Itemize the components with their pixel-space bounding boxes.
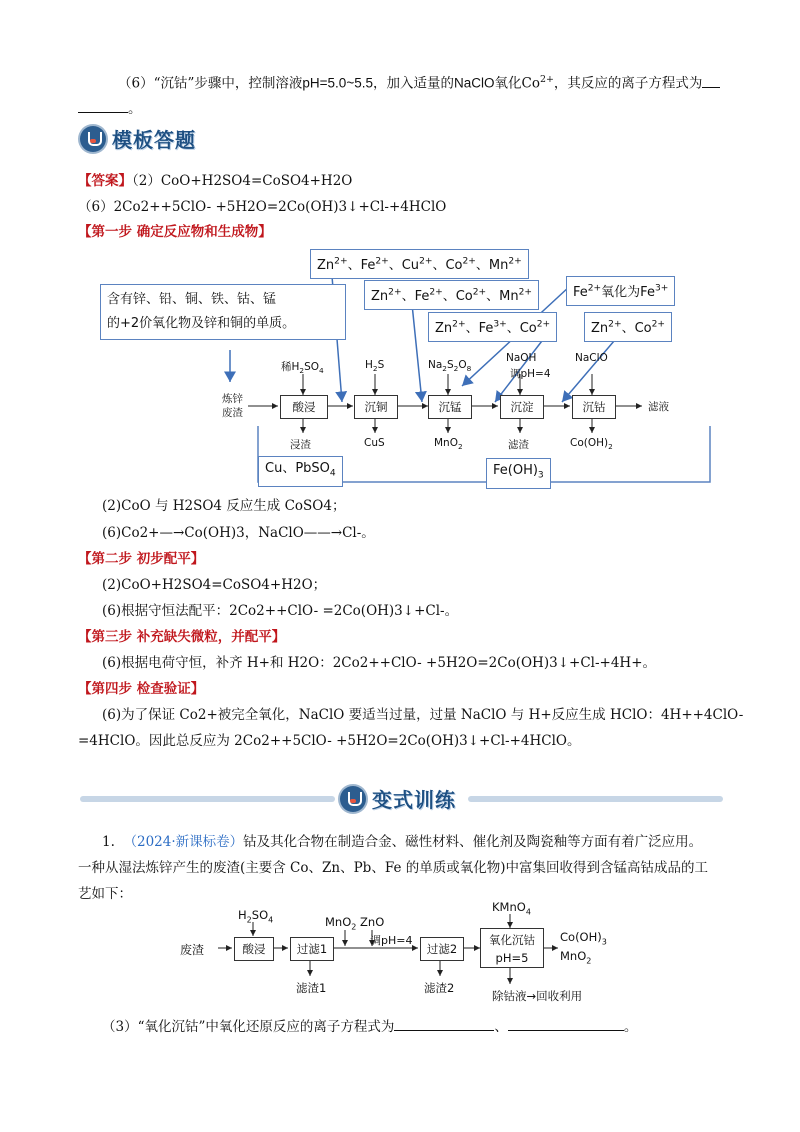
waste-composition-box: 含有锌、铅、铜、铁、钴、锰 的+2价氧化物及锌和铜的单质。 (100, 284, 346, 340)
process-flow-diagram (100, 246, 720, 491)
flow2-filter1: 过滤1 (290, 937, 334, 961)
banner-bar-right (468, 796, 723, 802)
final-filtrate: 滤液 (648, 401, 669, 413)
output-cooh2: $Co(OH)_2$ (570, 437, 613, 452)
step-mn-precip: 沉锰 (428, 395, 472, 419)
banner-bar-left (80, 796, 335, 802)
template-answer-banner (80, 124, 196, 153)
step4-line1: (6)为了保证 Co2+被完全氧化，NaClO 要适当过量，过量 NaClO 与 H+反应生成 HClO：4H++4ClO- (102, 707, 744, 723)
reagent-naclo: NaClO (575, 352, 608, 364)
flow2-feed: 废渣 (180, 943, 205, 957)
flow2-oxidation-precip: 氧化沉钴 pH=5 (480, 928, 544, 968)
output-mno2: MnO$_2$ (434, 437, 463, 452)
flask-icon (80, 126, 106, 152)
reagent-na2s2o8: $Na_2S_2O_8$ (428, 359, 472, 374)
flow2-reagent-kmno4: KMnO$_4$ (492, 900, 531, 917)
flow2-products: $Co(OH)_3$ MnO$_2$ (560, 930, 607, 966)
reagent-h2so4: 稀$H_2SO_4$ (281, 361, 324, 376)
feed-label: 炼锌 废渣 (222, 393, 243, 419)
reagent-naoh: NaOH (506, 352, 537, 364)
step2-title: 【第二步 初步配平】 (78, 551, 205, 567)
step2-line1: (2)CoO+H2SO4=CoSO4+H2O； (102, 577, 327, 593)
flask-icon (340, 786, 366, 812)
step4-title: 【第四步 检查验证】 (78, 681, 205, 697)
step-co-precip: 沉钴 (572, 395, 616, 419)
banner-title: 模板答题 (112, 128, 196, 152)
process-flow-diagram-2 (180, 900, 640, 1010)
practice-line3: 艺如下： (78, 886, 132, 902)
answer-line-2: 【答案】（2）CoO+H2SO4=CoSO4+H2O (78, 173, 353, 189)
practice-line2: 一种从湿法炼锌产生的废渣(主要含 Co、Zn、Pb、Fe 的单质或氧化物)中富集回收得到含锰高钴成品的工 (78, 860, 708, 876)
flow2-filter2: 过滤2 (420, 937, 464, 961)
step2-line2: (6)根据守恒法配平：2Co2++ClO- =2Co(OH)3↓+Cl-。 (102, 603, 459, 619)
step4-line2: =4HClO。因此总反应为 2Co2++5ClO- +5H2O=2Co(OH)3↓+Cl-+4HClO。 (78, 733, 581, 749)
ion-box-fe3: $Zn^{2+}$、$Fe^{3+}$、$Co^{2+}$ (428, 312, 557, 342)
output-cus: CuS (364, 437, 385, 449)
step3-title: 【第三步 补充缺失微粒，并配平】 (78, 629, 286, 645)
flow2-acid-leach: 酸浸 (234, 937, 274, 961)
question-6-prompt: （6）“沉钴”步骤中，控制溶液pH=5.0~5.5，加入适量的NaClO氧化$Co^{2+}$，其反应的离子方程式为 (118, 70, 720, 94)
flow2-ph-note: 调pH=4 (370, 934, 413, 947)
step-cu-precip: 沉铜 (354, 395, 398, 419)
flow2-residue2: 滤渣2 (424, 981, 455, 995)
flow2-reagent-h2so4: $H_2SO_4$ (238, 908, 274, 925)
answer-line-6: （6）2Co2++5ClO- +5H2O=2Co(OH)3↓+Cl-+4HClO (78, 199, 447, 215)
step-precipitate: 沉淀 (500, 395, 544, 419)
step-acid-leach: 酸浸 (280, 395, 328, 419)
question-6-blank: 。 (78, 98, 142, 119)
fe-oh-box: $Fe(OH)_3$ (486, 458, 551, 489)
step1-line1: (2)CoO 与 H2SO4 反应生成 CoSO4； (102, 498, 346, 514)
output-filter-residue: 滤渣 (508, 439, 529, 451)
ion-box-zn-co: $Zn^{2+}$、$Co^{2+}$ (584, 312, 672, 342)
step1-title: 【第一步 确定反应物和生成物】 (78, 224, 272, 240)
ion-box-all: $Zn^{2+}$、$Fe^{2+}$、$Cu^{2+}$、$Co^{2+}$、$Mn^{2+}$ (310, 249, 529, 279)
flow2-residue1: 滤渣1 (296, 981, 327, 995)
flow2-recycle: 除钴液→回收利用 (492, 989, 583, 1003)
output-residue: 浸渣 (290, 439, 311, 451)
fe-oxidation-box: $Fe^{2+}$氧化为$Fe^{3+}$ (566, 276, 675, 306)
practice-banner (340, 784, 456, 813)
step3-line1: (6)根据电荷守恒，补齐 H+和 H2O：2Co2++ClO- +5H2O=2Co(OH)3↓+Cl-+4H+。 (102, 655, 657, 671)
reagent-h2s: $H_2S$ (365, 359, 385, 374)
flow2-reagent-mno2-zno: MnO$_2$ ZnO (325, 915, 385, 932)
cu-pbso4-box: Cu、PbSO$_4$ (258, 456, 343, 487)
question-3: （3）“氧化沉钴”中氧化还原反应的离子方程式为 、 。 (102, 1016, 637, 1037)
practice-line1: 1. （2024·新课标卷）钴及其化合物在制造合金、磁性材料、催化剂及陶瓷釉等方面有着广泛应用。 (102, 834, 703, 850)
step1-line2: (6)Co2+—→Co(OH)3，NaClO——→Cl-。 (102, 525, 375, 541)
ion-box-no-cu: $Zn^{2+}$、$Fe^{2+}$、$Co^{2+}$、$Mn^{2+}$ (364, 280, 539, 310)
banner-title: 变式训练 (372, 788, 456, 812)
ph-note: 调pH=4 (510, 368, 551, 380)
